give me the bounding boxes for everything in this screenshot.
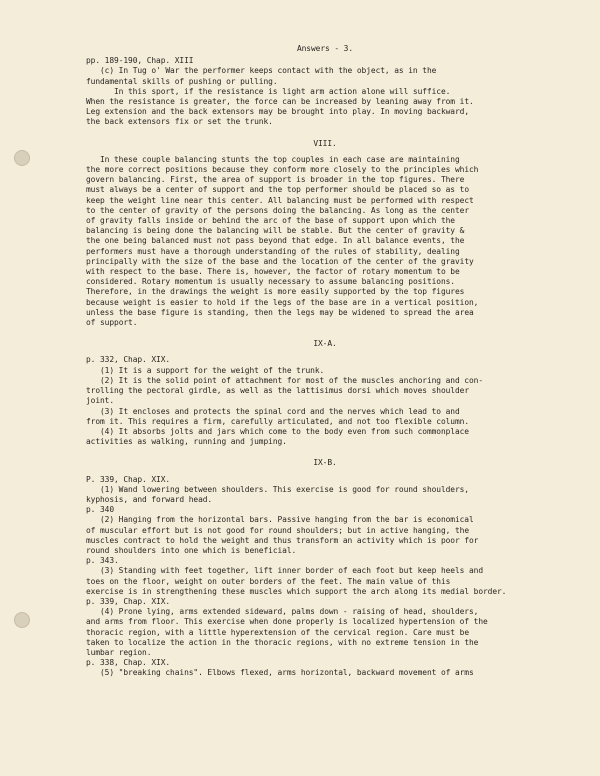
text-line: round shoulders into one which is beneficial. [86, 545, 297, 555]
page-title: Answers - 3. [296, 44, 354, 53]
text-line: toes on the floor, weight on outer borders of the feet. The main value of this [86, 576, 451, 586]
section-ixa-body [86, 355, 564, 447]
text-line: principally with the size of the base and the location of the center of the gravity [86, 256, 474, 266]
text-line: keep the weight line near this center. All balancing must be performed with respect [86, 195, 474, 205]
text-line: of support. [86, 318, 138, 328]
text-line: (c) In Tug o' War the performer keeps contact with the object, as in the [100, 66, 437, 76]
text-line: considered. Rotary momentum is usually necessary to assume balancing positions. [86, 277, 455, 287]
section-ixb-body [86, 475, 564, 679]
text-line: Leg extension and the back extensors may be brought into play. In moving backward, [86, 107, 469, 117]
section-heading-viii: VIII. [313, 138, 337, 148]
page-reference: p. 332, Chap. XIX. [86, 355, 171, 365]
text-line: of muscular effort but is not good for round shoulders; but in active hanging, the [86, 525, 469, 535]
text-line: balancing is being done the balancing will be stable. But the center of gravity & [86, 226, 465, 236]
text-line: the one being balanced must not pass beyond that edge. In all balance events, the [86, 236, 465, 246]
text-line: unless the base figure is standing, then the legs may be widened to spread the area [86, 307, 474, 317]
text-line: kyphosis, and forward head. [86, 494, 213, 504]
text-line: with respect to the base. There is, however, the factor of rotary momentum to be [86, 267, 460, 277]
text-line: from it. This requires a firm, carefully articulated, and not too flexible column. [86, 416, 469, 426]
text-line: and arms from floor. This exercise when done properly is localized hypertension of the [86, 617, 488, 627]
text-line: (5) "breaking chains". Elbows flexed, arms horizontal, backward movement of arms [100, 668, 474, 678]
text-line: When the resistance is greater, the force can be increased by leaning away from it. [86, 97, 474, 107]
block-tug-of-war [86, 56, 564, 127]
text-line: to the center of gravity of the persons doing the balancing. As long as the center [86, 205, 469, 215]
text-line: (3) It encloses and protects the spinal cord and the nerves which lead to and [100, 406, 460, 416]
text-line: taken to localize the action in the thoracic regions, with no extreme tension in the [86, 637, 479, 647]
punch-hole-bottom [14, 612, 30, 628]
text-line: thoracic region, with a little hyperextension of the cervical region. Care must be [86, 627, 469, 637]
text-line: performers must have a thorough understanding of the rules of stability, dealing [86, 246, 460, 256]
page-reference: pp. 189-190, Chap. XIII [86, 56, 194, 66]
text-line: govern balancing. First, the area of support is broader in the top figures. There [86, 175, 465, 185]
text-line: (1) It is a support for the weight of the trunk. [100, 365, 325, 375]
text-line: Therefore, in the drawings the weight is more easily supported by the top figures [86, 287, 465, 297]
text-line: (2) It is the solid point of attachment for most of the muscles anchoring and con- [100, 375, 483, 385]
text-line: the more correct positions because they conform more closely to the principles which [86, 165, 479, 175]
text-line: (3) Standing with feet together, lift inner border of each foot but keep heels and [100, 566, 483, 576]
page-reference: p. 343. [86, 556, 119, 566]
page-reference: P. 339, Chap. XIX. [86, 474, 171, 484]
text-line: (2) Hanging from the horizontal bars. Passive hanging from the bar is economical [100, 515, 474, 525]
text-line: (4) It absorbs jolts and jars which come to the body even from such commonplace [100, 426, 469, 436]
text-line: must always be a center of support and the top performer should be placed so as to [86, 185, 469, 195]
text-line: joint. [86, 396, 115, 406]
page-reference: p. 339, Chap. XIX. [86, 596, 171, 606]
text-line: In these couple balancing stunts the top couples in each case are maintaining [100, 154, 460, 164]
text-line: exercise is in strengthening these muscles which support the arch along its medial border. [86, 586, 507, 596]
text-line: of gravity falls inside or behind the arc of the base of support upon which the [86, 216, 455, 226]
section-heading-ixa: IX-A. [313, 339, 337, 349]
text-line: (1) Wand lowering between shoulders. This exercise is good for round shoulders, [100, 484, 469, 494]
text-line: because weight is easier to hold if the legs of the base are in a vertical position, [86, 297, 479, 307]
section-viii-body [86, 155, 564, 328]
page-reference: p. 338, Chap. XIX. [86, 658, 171, 668]
punch-hole-top [14, 150, 30, 166]
text-line: trolling the pectoral girdle, as well as the lattisimus dorsi which moves shoulder [86, 386, 469, 396]
text-line: lumbar region. [86, 647, 152, 657]
section-heading-ixb: IX-B. [313, 458, 337, 468]
text-line: the back extensors fix or set the trunk. [86, 117, 273, 127]
text-line: muscles contract to hold the weight and thus transform an activity which is poor for [86, 535, 479, 545]
page-reference: p. 340 [86, 505, 115, 515]
text-line: fundamental skills of pushing or pulling. [86, 76, 278, 86]
text-line: activities as walking, running and jumping. [86, 437, 287, 447]
text-line: In this sport, if the resistance is light arm action alone will suffice. [114, 86, 451, 96]
text-line: (4) Prone lying, arms extended sideward, palms down - raising of head, shoulders, [100, 607, 479, 617]
